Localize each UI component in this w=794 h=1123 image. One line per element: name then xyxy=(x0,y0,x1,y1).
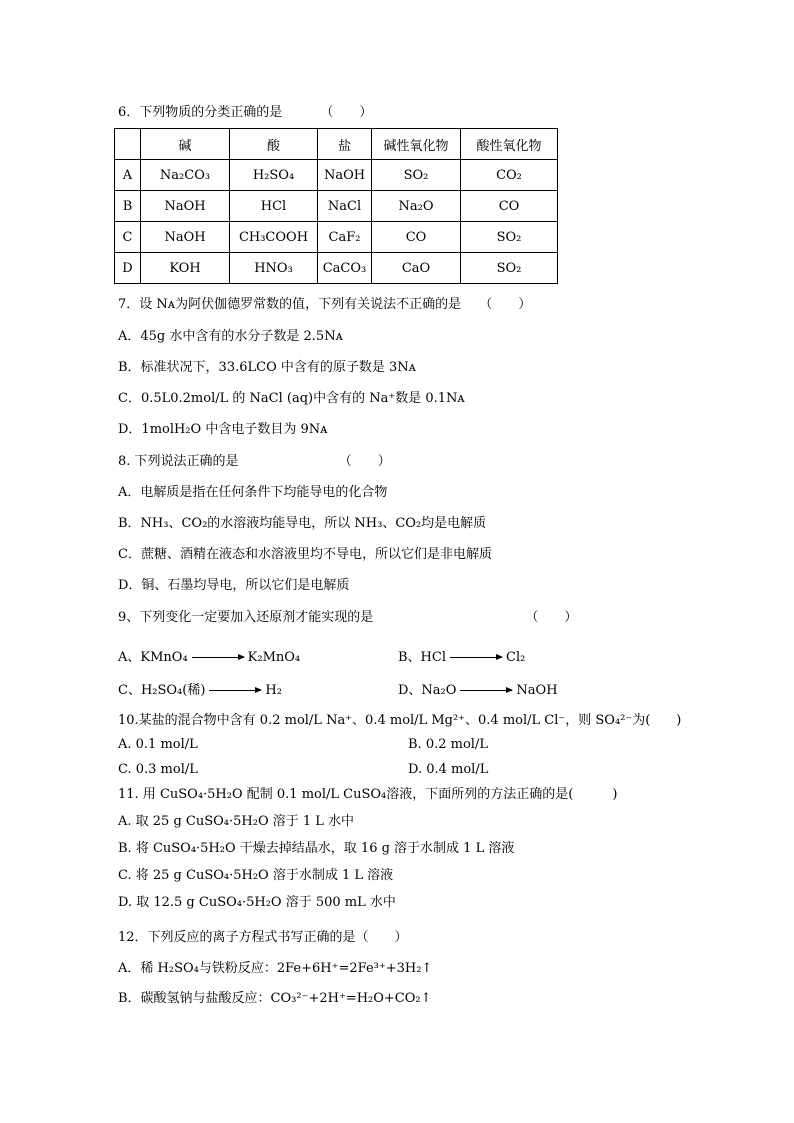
q9-option-d-reactant: D、Na₂O xyxy=(398,683,457,698)
q9-option-c-reactant: C、H₂SO₄(稀) xyxy=(118,683,206,698)
table-cell: NaCl xyxy=(318,191,372,222)
q11-option-b: B. 将 CuSO₄·5H₂O 干燥去掉结晶水，取 16 g 溶于水制成 1 L 溶液 xyxy=(118,841,515,856)
q9-option-a-product: K₂MnO₄ xyxy=(247,650,301,665)
table-header-row xyxy=(115,129,558,160)
q8-option-d: D．铜、石墨均导电，所以它们是电解质 xyxy=(118,578,350,593)
q9-answer-paren: （ ） xyxy=(525,610,578,625)
q9-option-b xyxy=(398,649,525,667)
table-cell: B xyxy=(115,191,141,222)
q12-option-b: B．碳酸氢钠与盐酸反应：CO₃²⁻+2H⁺=H₂O+CO₂↑ xyxy=(118,991,432,1006)
table-cell: NaOH xyxy=(141,222,230,253)
q9-option-d-product: NaOH xyxy=(516,683,558,698)
table-cell: CH₃COOH xyxy=(230,222,318,253)
table-cell: CO xyxy=(461,191,558,222)
table-cell: A xyxy=(115,160,141,191)
q10-option-b: B. 0.2 mol/L xyxy=(408,737,488,752)
table-cell: CaCO₃ xyxy=(318,253,372,284)
table-cell: SO₂ xyxy=(372,160,461,191)
table-cell: CaO xyxy=(372,253,461,284)
q6-classification-table xyxy=(114,128,558,284)
q9-option-c-product: H₂ xyxy=(265,683,282,698)
table-cell: NaOH xyxy=(318,160,372,191)
reaction-arrow-icon xyxy=(450,657,502,658)
q10-stem: 10.某盐的混合物中含有 0.2 mol/L Na⁺、0.4 mol/L Mg²⁺、0.4 mol/L Cl⁻，则 SO₄²⁻为( ) xyxy=(118,713,682,728)
table-header-cell: 碱性氧化物 xyxy=(372,129,461,160)
q7-option-a: A．45g 水中含有的水分子数是 2.5Nᴀ xyxy=(118,329,343,344)
q9-option-c xyxy=(118,682,282,700)
table-cell: CO₂ xyxy=(461,160,558,191)
q8-stem-text: 8. 下列说法正确的是 xyxy=(118,454,239,469)
table-header-cell: 酸 xyxy=(230,129,318,160)
table-cell: Na₂O xyxy=(372,191,461,222)
table-cell: KOH xyxy=(141,253,230,284)
reaction-arrow-icon xyxy=(209,690,261,691)
table-row xyxy=(115,191,558,222)
q9-stem-text: 9、下列变化一定要加入还原剂才能实现的是 xyxy=(118,610,374,625)
table-cell: H₂SO₄ xyxy=(230,160,318,191)
q7-option-b: B．标准状况下，33.6LCO 中含有的原子数是 3Nᴀ xyxy=(118,360,416,375)
q9-option-a-reactant: A、KMnO₄ xyxy=(118,650,188,665)
q7-stem-text: 7．设 Nᴀ为阿伏伽德罗常数的值，下列有关说法不正确的是 xyxy=(118,297,462,312)
reaction-arrow-icon xyxy=(460,690,512,691)
q8-option-b: B．NH₃、CO₂的水溶液均能导电，所以 NH₃、CO₂均是电解质 xyxy=(118,516,487,531)
q7-answer-paren: （ ） xyxy=(479,297,532,312)
q12-option-a: A．稀 H₂SO₄与铁粉反应：2Fe+6H⁺=2Fe³⁺+3H₂↑ xyxy=(118,961,433,976)
q10-option-a: A. 0.1 mol/L xyxy=(118,737,198,752)
table-cell: SO₂ xyxy=(461,222,558,253)
q10-option-c: C. 0.3 mol/L xyxy=(118,762,198,777)
table-cell: HNO₃ xyxy=(230,253,318,284)
q8-option-c: C．蔗糖、酒精在液态和水溶液里均不导电，所以它们是非电解质 xyxy=(118,547,492,562)
table-header-cell: 酸性氧化物 xyxy=(461,129,558,160)
q6-stem xyxy=(118,104,372,122)
q9-stem xyxy=(118,609,577,627)
q7-option-d: D．1molH₂O 中含电子数目为 9Nᴀ xyxy=(118,422,328,437)
table-row xyxy=(115,253,558,284)
q6-stem-text: 6．下列物质的分类正确的是 xyxy=(118,105,283,120)
table-cell: CO xyxy=(372,222,461,253)
table-row xyxy=(115,160,558,191)
table-row xyxy=(115,222,558,253)
q9-option-b-reactant: B、HCl xyxy=(398,650,446,665)
table-cell: C xyxy=(115,222,141,253)
q11-option-c: C. 将 25 g CuSO₄·5H₂O 溶于水制成 1 L 溶液 xyxy=(118,868,394,883)
q9-option-a xyxy=(118,649,300,667)
q9-option-d xyxy=(398,682,558,700)
q7-stem xyxy=(118,296,531,314)
q7-option-c: C．0.5L0.2mol/L 的 NaCl (aq)中含有的 Na⁺数是 0.1Nᴀ xyxy=(118,391,465,406)
q10-option-d: D. 0.4 mol/L xyxy=(408,762,489,777)
reaction-arrow-icon xyxy=(192,657,244,658)
table-header-cell: 盐 xyxy=(318,129,372,160)
table-header-cell: 碱 xyxy=(141,129,230,160)
table-cell: HCl xyxy=(230,191,318,222)
q8-answer-paren: （ ） xyxy=(338,454,391,469)
q6-answer-paren: （ ） xyxy=(320,105,373,120)
q8-stem xyxy=(118,453,391,471)
table-cell: NaOH xyxy=(141,191,230,222)
q8-option-a: A．电解质是指在任何条件下均能导电的化合物 xyxy=(118,485,388,500)
q9-option-b-product: Cl₂ xyxy=(506,650,526,665)
table-cell: Na₂CO₃ xyxy=(141,160,230,191)
q12-stem: 12．下列反应的离子方程式书写正确的是（ ） xyxy=(118,930,408,945)
table-header-cell xyxy=(115,129,141,160)
q11-option-d: D. 取 12.5 g CuSO₄·5H₂O 溶于 500 mL 水中 xyxy=(118,895,396,910)
table-cell: D xyxy=(115,253,141,284)
table-cell: SO₂ xyxy=(461,253,558,284)
table-cell: CaF₂ xyxy=(318,222,372,253)
q11-option-a: A. 取 25 g CuSO₄·5H₂O 溶于 1 L 水中 xyxy=(118,814,355,829)
q11-stem: 11. 用 CuSO₄·5H₂O 配制 0.1 mol/L CuSO₄溶液，下面所列的方法正确的是( ) xyxy=(118,787,618,802)
